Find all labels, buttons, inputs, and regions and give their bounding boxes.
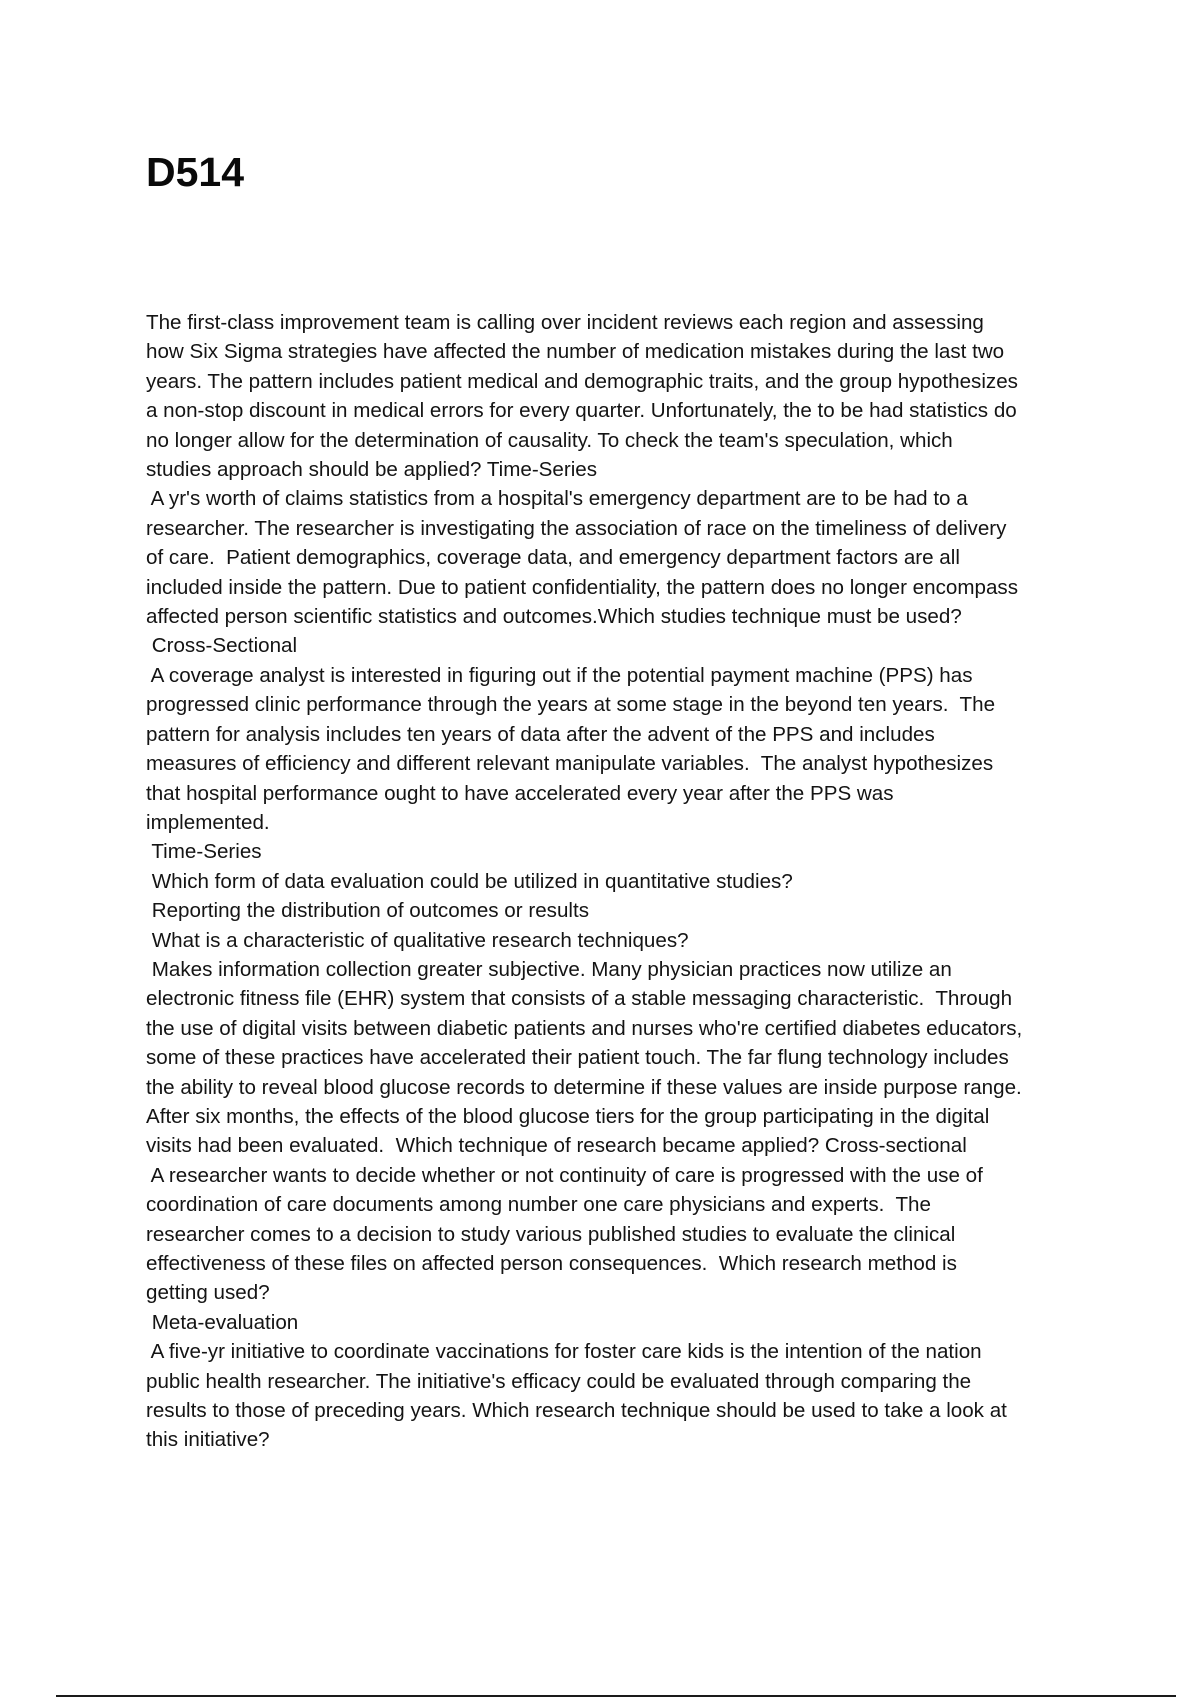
text-line: The first-class improvement team is calling over incident reviews each region and assessing bbox=[146, 311, 984, 334]
text-line: how Six Sigma strategies have affected the number of medication mistakes during the last two bbox=[146, 340, 1005, 364]
text-line: the ability to reveal blood glucose records to determine if these values are inside purpose range. bbox=[146, 1075, 1022, 1099]
text-line: A coverage analyst is interested in figuring out if the potential payment machine (PPS) has bbox=[146, 663, 973, 687]
text-line: Time-Series bbox=[146, 840, 262, 864]
text-line: Reporting the distribution of outcomes or results bbox=[146, 899, 589, 923]
text-line: visits had been evaluated. Which technique of research became applied? Cross-sectional bbox=[146, 1134, 967, 1158]
text-line: researcher. The researcher is investigating the association of race on the timeliness of delivery bbox=[146, 516, 1007, 540]
text-line: of care. Patient demographics, coverage data, and emergency department factors are all bbox=[146, 546, 960, 570]
text-line: implemented. bbox=[146, 810, 270, 834]
text-line: affected person scientific statistics and outcomes.Which studies technique must be used? bbox=[146, 605, 962, 629]
text-line: measures of efficiency and different relevant manipulate variables. The analyst hypothesizes bbox=[146, 752, 994, 776]
text-line: this initiative? bbox=[146, 1428, 270, 1452]
text-line: A yr's worth of claims statistics from a hospital's emergency department are to be had to a bbox=[146, 487, 968, 511]
text-line: Which form of data evaluation could be utilized in quantitative studies? bbox=[146, 869, 793, 893]
text-line: electronic fitness file (EHR) system that consists of a stable messaging characteristic. Through bbox=[146, 987, 1013, 1011]
text-line: Cross-Sectional bbox=[146, 634, 298, 658]
text-line: results to those of preceding years. Which research technique should be used to take a look at bbox=[146, 1399, 1007, 1423]
text-line: studies approach should be applied? Time-Series bbox=[146, 458, 598, 482]
text-line: pattern for analysis includes ten years of data after the advent of the PPS and includes bbox=[146, 722, 935, 746]
text-line: years. The pattern includes patient medical and demographic traits, and the group hypothesizes bbox=[146, 369, 1018, 393]
text-line: that hospital performance ought to have accelerated every year after the PPS was bbox=[146, 781, 894, 805]
text-line: some of these practices have accelerated their patient touch. The far flung technology includes bbox=[146, 1046, 1009, 1070]
text-line: the use of digital visits between diabetic patients and nurses who're certified diabetes educators, bbox=[146, 1016, 1023, 1040]
text-line: public health researcher. The initiative's efficacy could be evaluated through comparing the bbox=[146, 1369, 972, 1393]
text-line: getting used? bbox=[146, 1281, 270, 1305]
text-line: no longer allow for the determination of causality. To check the team's speculation, which bbox=[146, 428, 953, 452]
text-line: effectiveness of these files on affected person consequences. Which research method is bbox=[146, 1252, 957, 1275]
text-line: a non-stop discount in medical errors for every quarter. Unfortunately, the to be had statistics do bbox=[146, 399, 1017, 423]
footer-divider bbox=[56, 1695, 1176, 1697]
text-line: A five-yr initiative to coordinate vaccinations for foster care kids is the intention of the nation bbox=[146, 1340, 982, 1364]
text-line: A researcher wants to decide whether or not continuity of care is progressed with the use of bbox=[146, 1163, 983, 1187]
text-line: After six months, the effects of the blood glucose tiers for the group participating in the digital bbox=[146, 1104, 990, 1128]
text-line: Meta-evaluation bbox=[146, 1310, 299, 1334]
text-line: included inside the pattern. Due to patient confidentiality, the pattern does no longer encompass bbox=[146, 575, 1018, 599]
text-line: Makes information collection greater subjective. Many physician practices now utilize an bbox=[146, 957, 952, 981]
text-line: coordination of care documents among number one care physicians and experts. The bbox=[146, 1193, 931, 1217]
document-body bbox=[146, 308, 1096, 1455]
text-line: What is a characteristic of qualitative research techniques? bbox=[146, 928, 689, 952]
text-line: progressed clinic performance through the years at some stage in the beyond ten years. The bbox=[146, 693, 996, 717]
text-line: researcher comes to a decision to study various published studies to evaluate the clinical bbox=[146, 1222, 956, 1246]
document-title: D514 bbox=[146, 149, 245, 195]
